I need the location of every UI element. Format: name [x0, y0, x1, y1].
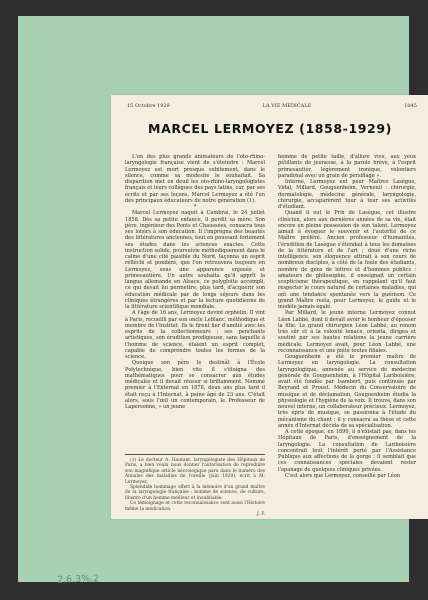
footnotes	[125, 454, 265, 517]
body-paragraph: Quoique son père le destinât à l'École Polytechnique, bien vite il s'éloigna des mathématiques pour se consacrer aux études médicales et il devait réussir si brillamment. Nommé premier à l'Externat en 1878, deux ans plus tard il était reçu à l'Internat, à peine âgé de 23 ans. C'était alors, sous l'œil un contemporain, le Professeur de Lapersonne, « un jeune	[125, 360, 265, 410]
header-date: 15 Octobre 1929	[127, 103, 170, 109]
footnote-signature: J. F.	[257, 512, 265, 518]
inventory-mark: 2.6.3%.2	[56, 573, 100, 586]
page-header	[127, 103, 417, 109]
footnote: (1) Le docteur A. Hautant, laryngologiste des Hôpitaux de Paris, a bien voulu nous donner l'autorisation de reproduire son magnifique article nécrologique paru dans le numéro des Annales des maladies de l'oreille (juin 1929), écrit à M. Lermoyez.	[125, 458, 265, 485]
section-separator: *	[193, 204, 197, 210]
intro-paragraph: L'un des plus grands animateurs de l'oto-rhino-laryngologie française vient de s'éteindre : Marcel Lermoyez est mort presque subitement, dans le silence, comme sa modestie le souhaitait. Sa disparition met en deuil les oto-rhino-laryngologistes français et leurs collègues des pays latins, car, par ses écrits et par ses leçons, Marcel Lermoyez a été l'un des principaux éducateurs de notre génération (1).	[125, 154, 265, 204]
mounting-board	[18, 16, 417, 586]
right-column	[278, 154, 416, 479]
body-paragraph: Interne, Lermoyez eut pour Maîtres Lasègue, Vidal, Millard, Gouguenheim, Verneuil : chirurgie, dermatologie, médecine générale, laryngologie, chirurgie, accaparèrent tour à tour ses activités d'étudiant.	[278, 179, 416, 210]
header-journal: LA VIE MÉDICALE	[262, 103, 312, 109]
body-paragraph: Quand il eut le Prix de Lasègue, cet illustre clinicien, alors aux dernières années de sa vie, était encore en pleine possession de son talent. Lermoyez aimait à évoquer le souvenir et l'autorité de ce Maître préféré. Ancien professeur d'humanités, l'érudition de Lasègue s'étendait à tous les domaines de la littérature et de l'art ; doué d'une riche intelligence, son éloquence attirait à son cours de nombreux disciples, à côté de la foule des étudiants, nombre de gens de lettres et d'hommes publics : amateurs de philosophie, il enseignait un certain scepticisme thérapeutique, en rappelant qu'il faut respecter le cours naturel de certaines maladies, qui ont une tendance spontanée vers la guérison. Ce grand Maître resta, pour Lermoyez, le guide et le modèle jamais égalé.	[278, 210, 416, 310]
body-paragraph: Gouguenheim a été le premier maître de Lermoyez en laryngologie. La consultation laryngologique, annexée au service de médecine générale de Gouguenheim, à l'Hôpital Lariboisière, avait été fondée par Isambert, puis continuée par Beyrand et Proust. Médecin du Conservatoire de musique et de déclamation, Gouguenheim étudia la physiologie et l'hygiène de la voix. Il trouva, dans son nouvel interne, un collaborateur précieux. Lermoyez, très épris de musique, se passionna à l'étude du mécanisme du chant ; il y consacra sa thèse et cette année d'Internat décida de sa spécialisation.	[278, 354, 416, 429]
footnote: Ce témoignage et cette reconnaissance sont aussi l'Histoire même la médication.	[125, 501, 265, 512]
left-column	[125, 154, 265, 410]
body-paragraph: A cette époque, en 1890, il n'existait pas, dans les Hôpitaux de Paris, d'enseignement de la laryngologie. La consultation de Lariboisière concentrait tout l'intérêt porté par l'Assistance Publique aux affections de la gorge ; il semblait que ces connaissances spéciales devaient rester l'apanage de quelques cliniques privées.	[278, 429, 416, 473]
body-paragraph: C'est alors que Lermoyez, conseillé par Léon	[285, 472, 401, 479]
article-page	[111, 95, 428, 519]
footnote: Splendide hommage offert à la mémoire d'un grand maître de la laryngologie française : homme de science, de culture, illustre d'un homme meilleur et inoubliable.	[125, 485, 265, 501]
body-paragraph: homme de petite taille, d'allure vive, aux yeux pétillants de jeunesse, à la parole brève, à l'esprit primesautier, légèrement ironique, volontiers paradoxal avec un grain de persiflage ».	[278, 154, 416, 179]
body-paragraph: A l'âge de 16 ans, Lermoyez devint orphelin. Il vint à Paris, recueilli par son oncle Leblanc, méthodique et membre de l'Institut. Ils le firent lier d'amitié avec les esprits de la collectionneurs ; ses penchants artistiques, son érudition prodigieuse, sans laquelle à l'homme de science, étaient un esprit complet, capable de comprendre toutes les formes de la science.	[125, 310, 265, 360]
body-paragraph: Marcel Lermoyez naquit à Cambrai, le 24 juillet 1858. Dès sa petite enfance, il perdit sa mère. Son père, ingénieur des Ponts et Chaussées, consacra tous ses loisirs à son éducation. Il l'imprégna des beautés des littératures anciennes, tout en poussant fortement ses études dans les sciences exactes. Cette instruction solide, poursuivie méthodiquement dans le calme d'une cité paisible du Nord, façonna un esprit réfléchi et pondéré, que l'on retrouvera toujours en Lermoyez, sous une apparence enjouée et primesautière. Un autre souhaita qu'il apprît la langue allemande en Alsace, ce polyglotte accompli, ce qui devait lui permettre, plus tard, d'acquérir son éducation médicale par de longs séjours dans les cliniques étrangères et par la lecture quotidienne de la littérature scientifique mondiale.	[125, 210, 265, 310]
body-paragraph: Par Millard, le jeune interne Lermoyez connut Léon Labbé, dont il devait avoir le bonheur d'épouser la fille. Le grand chirurgien Léon Labbé, au renom très sûr et à la volonté tenace, orienta, dirigea et soutint par ses hautes relations la jeune carrière médicale. Lermoyez avait, pour Léon Labbé, une reconnaissance et une piété toutes filiales.	[278, 310, 416, 354]
header-page-number: 1045	[404, 103, 417, 109]
article-title: MARCEL LERMOYEZ (1858-1929)	[148, 121, 392, 136]
